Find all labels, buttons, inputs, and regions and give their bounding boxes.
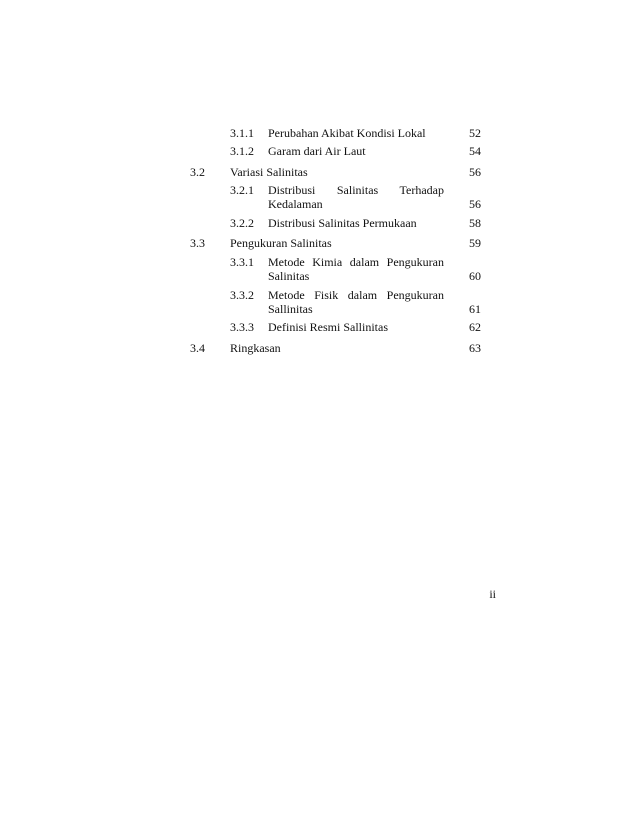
toc-page: 59 <box>469 236 481 250</box>
toc-title-line2: Sallinitas <box>268 302 313 316</box>
toc-title: Definisi Resmi Sallinitas <box>268 320 388 334</box>
toc-number: 3.2.2 <box>230 216 254 230</box>
toc-page: 63 <box>469 341 481 355</box>
toc-title-line1: Metode Fisik dalam Pengukuran <box>268 288 444 302</box>
toc-title: Variasi Salinitas <box>230 165 308 179</box>
toc-page: 52 <box>469 126 481 140</box>
toc-page: 61 <box>469 302 481 316</box>
toc-number: 3.3.1 <box>230 255 254 269</box>
toc-number: 3.2 <box>190 165 205 179</box>
toc-number: 3.4 <box>190 341 205 355</box>
toc-number: 3.3.2 <box>230 288 254 302</box>
toc-page: 54 <box>469 144 481 158</box>
toc-title-line2: Salinitas <box>268 269 310 283</box>
toc-title-line2: Kedalaman <box>268 197 323 211</box>
toc-title: Distribusi Salinitas Permukaan <box>268 216 417 230</box>
toc-page: 56 <box>469 165 481 179</box>
toc-title: Pengukuran Salinitas <box>230 236 332 250</box>
toc-page: 58 <box>469 216 481 230</box>
toc-title: Perubahan Akibat Kondisi Lokal <box>268 126 426 140</box>
toc-page: 62 <box>469 320 481 334</box>
toc-number: 3.3.3 <box>230 320 254 334</box>
toc-page: 56 <box>469 197 481 211</box>
toc-number: 3.3 <box>190 236 205 250</box>
toc-title: Ringkasan <box>230 341 281 355</box>
toc-number: 3.1.2 <box>230 144 254 158</box>
toc-title: Garam dari Air Laut <box>268 144 366 158</box>
toc-page: 60 <box>469 269 481 283</box>
page-number: ii <box>489 587 496 601</box>
toc-number: 3.1.1 <box>230 126 254 140</box>
toc-number: 3.2.1 <box>230 183 254 197</box>
toc-title-line1: Metode Kimia dalam Pengukuran <box>268 255 444 269</box>
toc-title-line1: Distribusi Salinitas Terhadap <box>268 183 444 197</box>
